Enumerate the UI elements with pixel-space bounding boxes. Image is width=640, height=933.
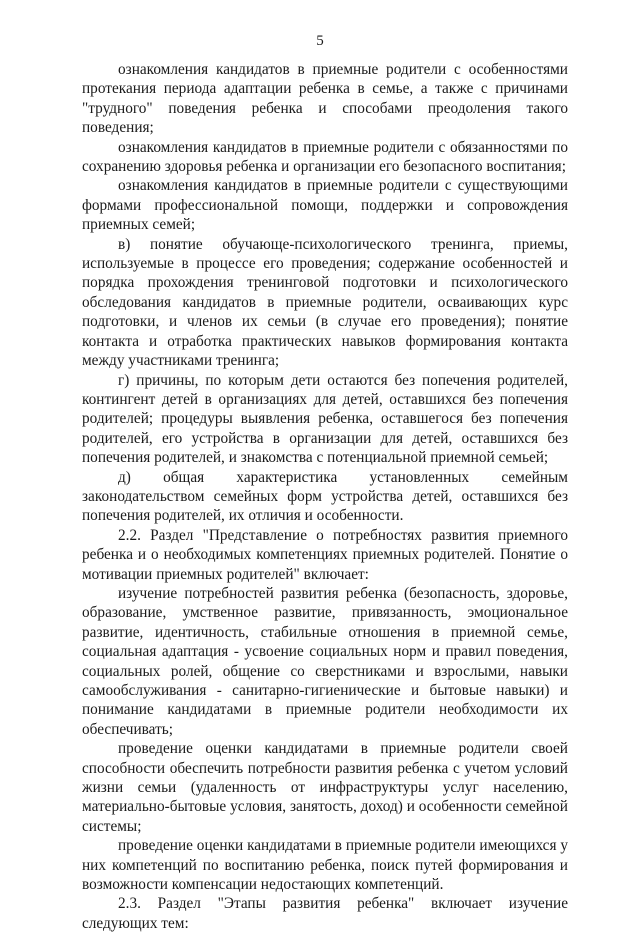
document-body — [82, 60, 568, 933]
page-number: 5 — [316, 33, 324, 49]
paragraph-item-v: в) понятие обучающе-психологического тренинга, приемы, используемые в процессе его проведения; содержание особенностей и порядка прохождения тренинговой подготовки и психологического обследования кандидатов в приемные родители, осваивающих курс подготовки, и членов их семьи (в случае его проведения); понятие контакта и отработка практических навыков формирования контакта между участниками тренинга; — [82, 235, 568, 370]
paragraph-section-2-3: 2.3. Раздел "Этапы развития ребенка" включает изучение следующих тем: — [82, 895, 568, 932]
paragraph-health-duties: ознакомления кандидатов в приемные родители с обязанностями по сохранению здоровья ребенка и организации его безопасного воспитания; — [82, 138, 568, 176]
paragraph-adaptation: ознакомления кандидатов в приемные родители с особенностями протекания периода адаптации ребенка в семье, а также с причинами "трудного" поведения ребенка и способами преодоления такого поведения; — [82, 61, 568, 137]
paragraph-support-forms: ознакомления кандидатов в приемные родители с существующими формами профессиональной помощи, поддержки и сопровождения приемных семей; — [82, 177, 568, 234]
paragraph-section-2-2: 2.2. Раздел "Представление о потребностях развития приемного ребенка и о необходимых компетенциях приемных родителей. Понятие о мотивации приемных родителей" включает: — [82, 526, 568, 583]
paragraph-ability-assessment: проведение оценки кандидатами в приемные родители своей способности обеспечить потребности развития ребенка с учетом условий жизни семьи (удаленность от инфраструктуры услуг населению, материально-бытовые условия, занятость, доход) и особенности семейной системы; — [82, 740, 568, 835]
paragraph-item-g: г) причины, по которым дети остаются без попечения родителей, контингент детей в организациях для детей, оставшихся без попечения родителей; процедуры выявления ребенка, оставшегося без попечения родителей, его устройства в организации для детей, оставшихся без попечения родителей, и знакомства с потенциальной приемной семьей; — [82, 371, 568, 467]
paragraph-competence-assessment: проведение оценки кандидатами в приемные родители имеющихся у них компетенций по воспитанию ребенка, поиск путей формирования и возможности компенсации недостающих компетенций. — [82, 837, 568, 894]
paragraph-item-d: д) общая характеристика установленных семейным законодательством семейных форм устройства детей, оставшихся без попечения родителей, их отличия и особенности. — [82, 468, 568, 525]
paragraph-needs-study: изучение потребностей развития ребенка (безопасность, здоровье, образование, умственное развитие, привязанность, эмоциональное развитие, идентичность, стабильные отношения в приемной семье, социальная адаптация - усвоение социальных норм и правил поведения, социальных ролей, общение со сверстниками и взрослыми, навыки самообслуживания - санитарно-гигиенические и бытовые навыки) и понимание кандидатами в приемные родители необходимости их обеспечивать; — [82, 584, 568, 738]
